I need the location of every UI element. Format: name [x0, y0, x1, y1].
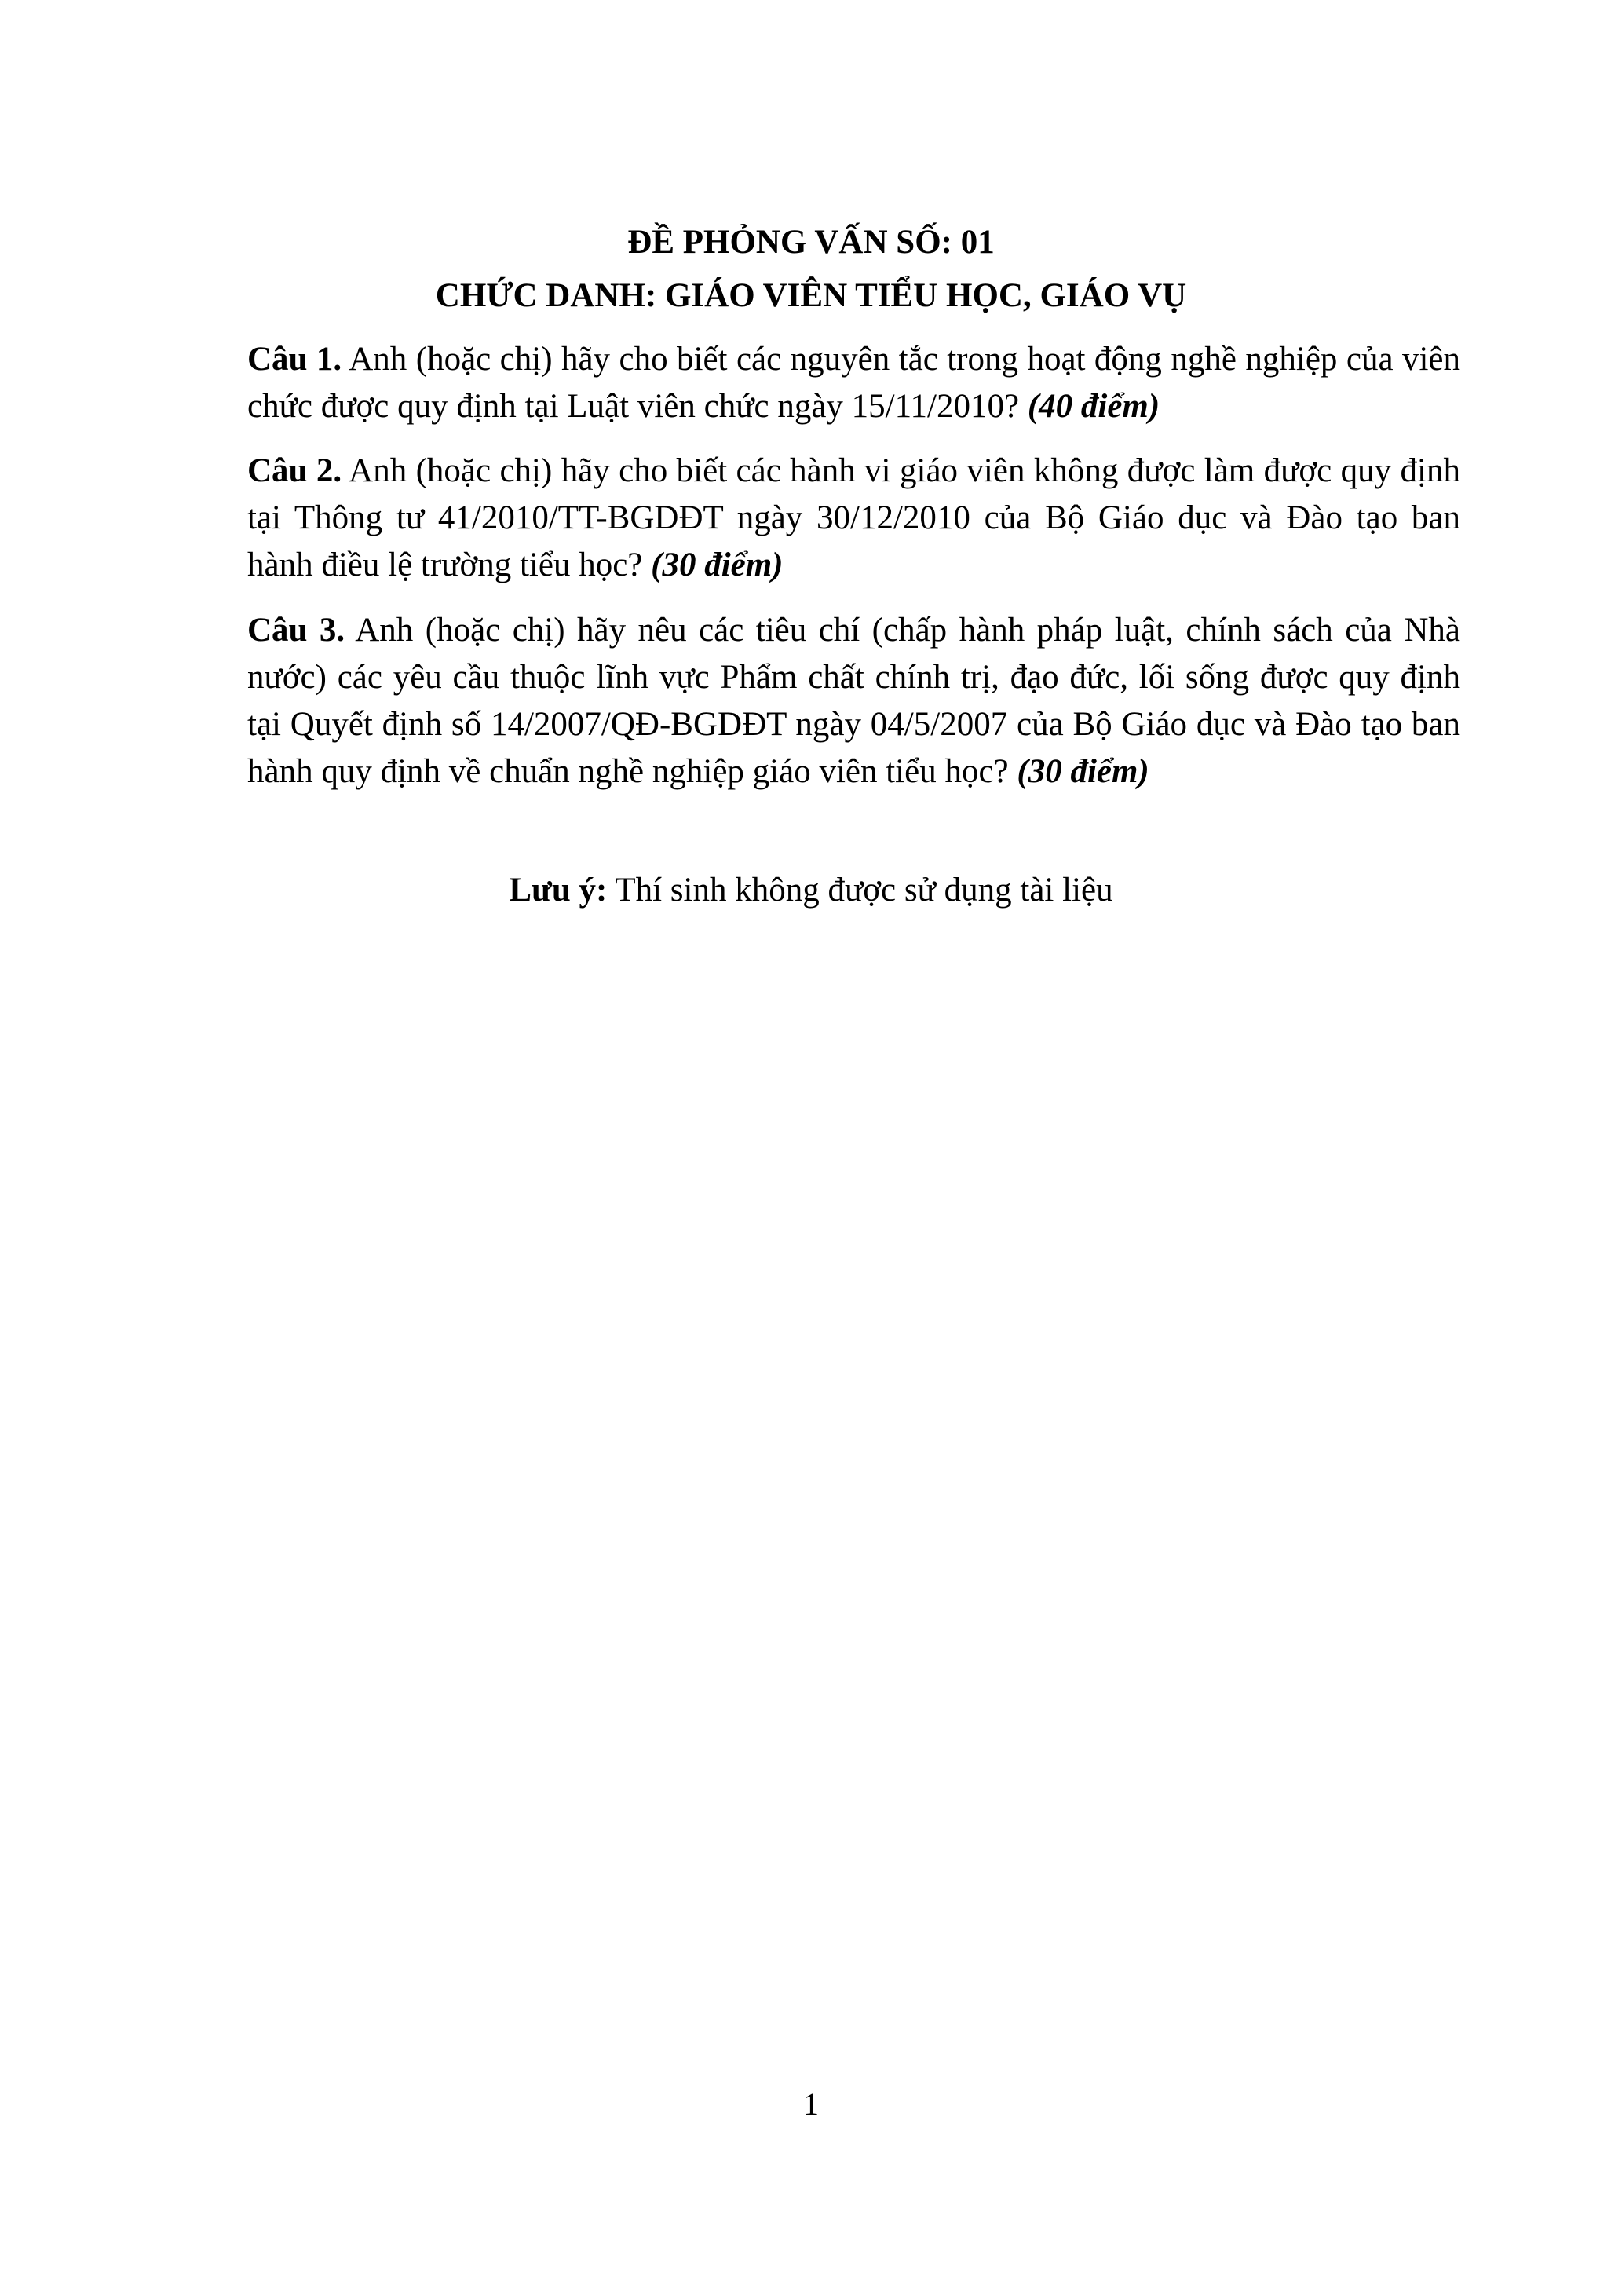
question-1-label: Câu 1.: [247, 341, 342, 378]
note-label: Lưu ý:: [509, 872, 608, 909]
question-2: [247, 448, 1460, 589]
question-2-text: Anh (hoặc chị) hãy cho biết các hành vi giáo viên không được làm được quy định tại Thông tư 41/2010/TT-BGDĐT ngày 30/12/2010 của Bộ Giáo dục và Đào tạo ban hành điều lệ trường tiểu học?: [247, 452, 1460, 583]
question-3-label: Câu 3.: [247, 612, 345, 649]
document-subtitle: CHỨC DANH: GIÁO VIÊN TIỂU HỌC, GIÁO VỤ: [435, 277, 1187, 314]
question-3: [247, 607, 1460, 795]
question-1-text: Anh (hoặc chị) hãy cho biết các nguyên tắc trong hoạt động nghề nghiệp của viên chức được quy định tại Luật viên chức ngày 15/11/2010?: [247, 341, 1461, 425]
question-2-score: (30 điểm): [651, 547, 784, 583]
question-3-score: (30 điểm): [1017, 753, 1149, 790]
question-3-text: Anh (hoặc chị) hãy nêu các tiêu chí (chấp hành pháp luật, chính sách của Nhà nước) các yêu cầu thuộc lĩnh vực Phẩm chất chính trị, đạo đức, lối sống được quy định tại Quyết định số 14/2007/QĐ-BGDĐT ngày 04/5/2007 của Bộ Giáo dục và Đào tạo ban hành quy định về chuẩn nghề nghiệp giáo viên tiểu học?: [247, 612, 1460, 790]
note: [0, 868, 1622, 913]
question-1: [247, 336, 1460, 430]
question-2-label: Câu 2.: [247, 452, 342, 489]
page-number: 1: [803, 2086, 819, 2122]
note-text: Thí sinh không được sử dụng tài liệu: [615, 872, 1113, 909]
question-1-score: (40 điểm): [1027, 388, 1160, 425]
document-title: ĐỀ PHỎNG VẤN SỐ: 01: [627, 224, 995, 261]
